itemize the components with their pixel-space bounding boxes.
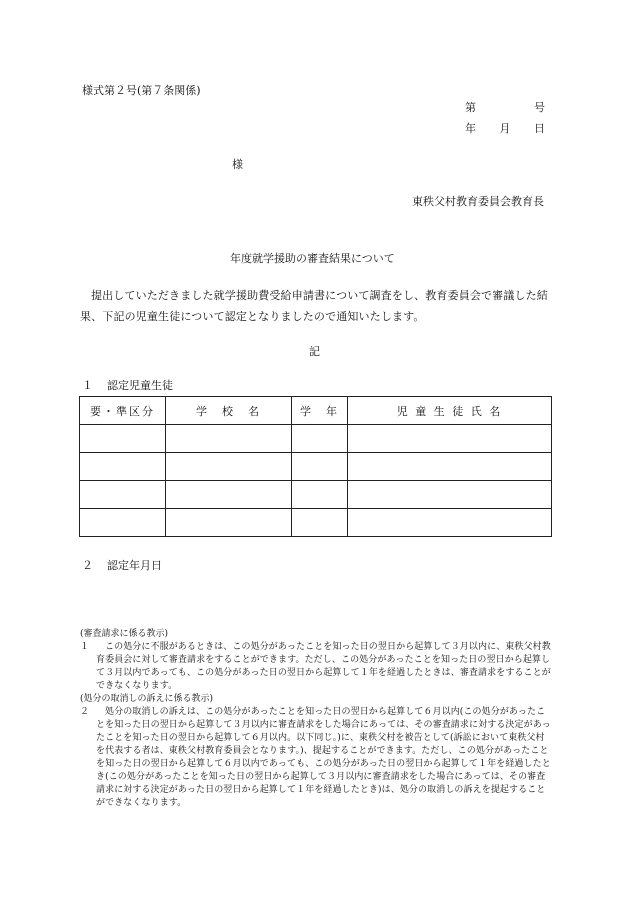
addressee: 様 [232,158,243,171]
section-2-heading [82,557,162,573]
table-cell [80,425,166,453]
col-name-header: 児 童 生 徒 氏 名 [348,397,552,425]
suit-note-number: ２ [80,707,90,717]
suit-note [80,706,552,810]
suit-note-text: 処分の取消しの訴えは、この処分があったことを知った日の翌日から起算して６月以内(この処分があったことを知った日の翌日から起算して３月以内に審査請求をした場合にあっては、その審査請求に対する決定があったことを知った日の翌日から起算して６月以内。以下同じ。)に、東秩父村を被告として(訴訟において東秩父村を代表する者は、東秩父村教育委員会となります。)、提起することができます。ただし、この処分があったことを知った日の翌日から起算して６月以内であっても、この処分があった日の翌日から起算して１年を経過したとき(この処分があったことを知った日の翌日から起算して３月以内に審査請求をした場合にあっては、その審査請求に対する決定があった日の翌日から起算して１年を経過したとき)は、処分の取消しの訴えを提起することができなくなります。 [96,707,551,808]
table-cell [166,453,292,481]
table-cell [166,481,292,509]
table-cell [80,453,166,481]
col-school-header: 学 校 名 [166,397,292,425]
section-1-heading [82,377,173,393]
table-cell [348,481,552,509]
suit-note-heading: (処分の取消しの訴えに係る教示) [80,694,214,704]
table-cell [80,509,166,537]
col-category-header: 要・準区分 [80,397,166,425]
doc-no-suffix: 号 [534,101,545,114]
table-row [80,509,552,537]
review-note-number: １ [80,642,90,652]
table-cell [292,481,348,509]
table-cell [292,453,348,481]
table-cell [292,425,348,453]
section-1-number: １ [82,379,93,392]
section-2-number: ２ [82,559,93,572]
review-note-heading: (審査請求に係る教示) [80,629,169,639]
col-grade-header: 学 年 [292,397,348,425]
document-number [465,99,545,115]
legal-notes [80,628,552,810]
table-cell [166,425,292,453]
review-note-text: この処分に不服があるときは、この処分があったことを知った日の翌日から起算して３月以内に、東秩父村教育委員会に対して審査請求をすることができます。ただし、この処分があったことを知った日の翌日から起算して３月以内であっても、この処分があった日の翌日から起算して１年を経過したときは、審査請求をすることができなくなります。 [96,642,551,691]
table-cell [292,509,348,537]
date-month: 月 [499,122,511,135]
certified-students-table [79,396,552,537]
table-cell [166,509,292,537]
doc-no-prefix: 第 [465,101,476,114]
date-day: 日 [534,122,545,135]
table-row [80,453,552,481]
document-date [465,120,545,136]
document-title: 年度就学援助の審査結果について [230,252,395,265]
table-header-row [80,397,552,425]
section-2-label: 認定年月日 [107,559,162,572]
section-1-label: 認定児童生徒 [107,379,173,392]
table-cell [348,425,552,453]
table-cell [80,481,166,509]
date-year: 年 [465,122,476,135]
body-paragraph: 提出していただきました就学援助費受給申請書について調査をし、教育委員会で審議した結果、下記の児童生徒について認定となりましたので通知いたします。 [80,289,548,323]
table-cell [348,453,552,481]
table-cell [348,509,552,537]
form-number: 様式第２号(第７条関係) [82,84,201,97]
ki-heading: 記 [309,345,320,358]
table-row [80,425,552,453]
table-row [80,481,552,509]
review-note [80,641,552,693]
sender: 東秩父村教育委員会教育長 [412,195,544,208]
